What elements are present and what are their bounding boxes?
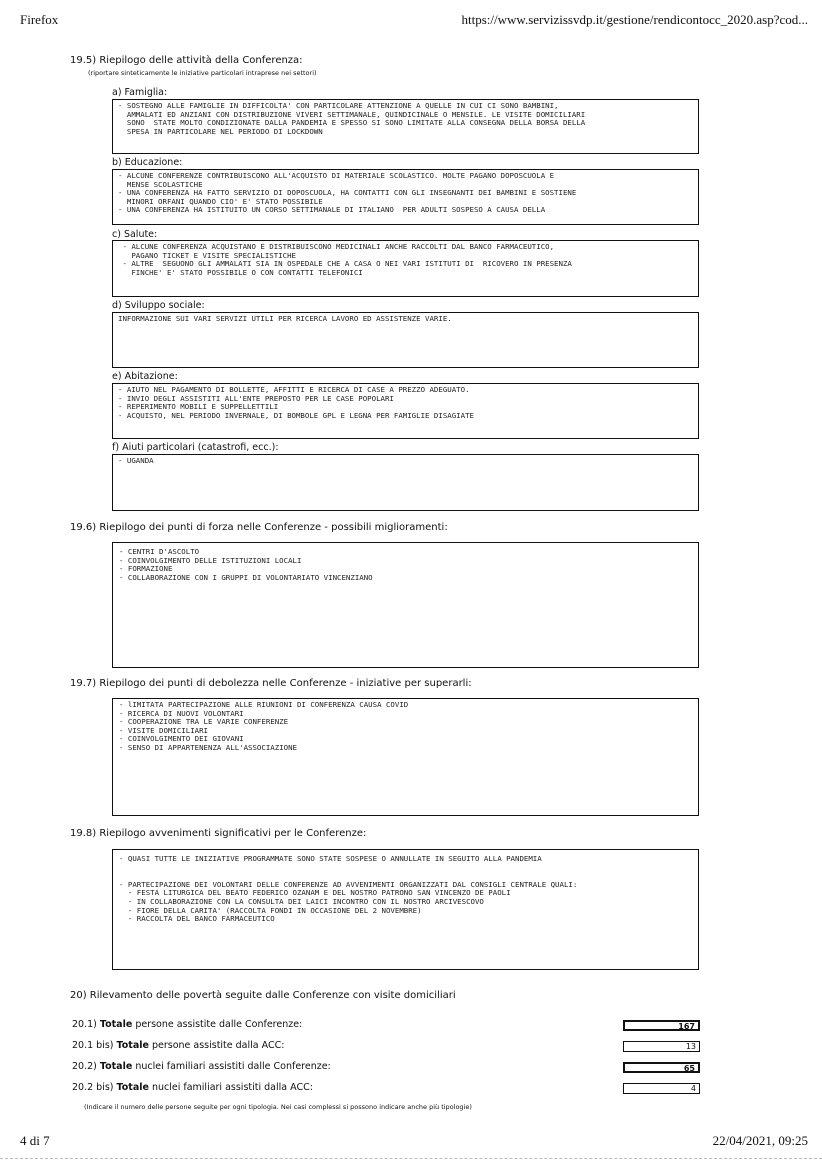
salute-field[interactable] (112, 240, 699, 297)
totale-persone-conferenze-label (72, 1019, 302, 1030)
section-19-5-note: (riportare sinteticamente le iniziative particolari intraprese nei settori) (88, 69, 317, 77)
label-prefix: 20.2 bis) (72, 1082, 117, 1093)
label-bold: Totale (116, 1082, 149, 1093)
label-bold: Totale (99, 1061, 133, 1072)
field-line: - SENSO DI APPARTENENZA ALL'ASSOCIAZIONE (119, 742, 297, 752)
section-20-note: (Indicare il numero delle persone seguite per ogni tipologia. Nei casi complessi si possono indicare anche più tipologie) (84, 1103, 472, 1111)
field-line: AMMALATI ED ANZIANI CON DISTRIBUZIONE VIVERI SETTIMANALE, QUINDICINALE O MENSILE. LE VISITE DOMICILIARI (118, 109, 586, 119)
field-line: MENSE SCOLASTICHE (118, 179, 203, 189)
page-url: https://www.servizissvdp.it/gestione/rendicontocc_2020.asp?cod... (461, 12, 808, 27)
avvenimenti-field[interactable] (112, 849, 699, 970)
field-line: - UGANDA (118, 456, 154, 465)
totale-nuclei-conferenze-input[interactable]: 65 (623, 1062, 700, 1073)
field-line: - ACQUISTO, NEL PERIODO INVERNALE, DI BOMBOLE GPL E LEGNA PER FAMIGLIE DISAGIATE (118, 410, 474, 420)
famiglia-field[interactable] (112, 99, 699, 154)
abitazione-field[interactable] (112, 383, 699, 439)
field-line: - COLLABORAZIONE CON I GRUPPI DI VOLONTARIATO VINCENZIANO (119, 572, 373, 582)
section-19-5-title: 19.5) Riepilogo delle attività della Conferenza: (70, 55, 303, 66)
totale-persone-acc-label (72, 1040, 284, 1051)
totale-nuclei-acc-input[interactable]: 4 (623, 1083, 700, 1094)
field-line (119, 864, 693, 873)
field-line: - INVIO DEGLI ASSISTITI ALL'ENTE PREPOSTO PER LE CASE POPOLARI (118, 393, 394, 403)
salute-label: c) Salute: (112, 229, 158, 240)
field-line: MINORI ORFANI QUANDO CIO' E' STATO POSSIBILE (118, 196, 323, 206)
field-line: - ALCUNE CONFERENZA ACQUISTANO E DISTRIBUISCONO MEDICINALI ANCHE RACCOLTI DAL BANCO FARMACEUTICO, (118, 242, 555, 251)
label-text: nuclei familiari assistiti dalla ACC: (148, 1082, 313, 1093)
label-bold: Totale (99, 1019, 133, 1030)
sviluppo-sociale-field[interactable] (112, 312, 699, 368)
field-line: - AIUTO NEL PAGAMENTO DI BOLLETTE, AFFITTI E RICERCA DI CASE A PREZZO ADEGUATO. (118, 385, 470, 394)
famiglia-label: a) Famiglia: (112, 87, 168, 98)
label-prefix: 20.2) (72, 1061, 100, 1072)
field-line: - REPERIMENTO MOBILI E SUPPELLETTILI (118, 402, 279, 412)
browser-name: Firefox (20, 12, 59, 27)
page-number: 4 di 7 (20, 1133, 50, 1148)
field-line: SONO STATE MOLTO CONDIZIONATE DALLA PANDEMIA E SPESSO SI SONO LIMITATE ALLA CONSEGNA DELLA BORSA DELLA (118, 118, 586, 128)
field-line: PAGANO TICKET E VISITE SPECIALISTICHE (118, 250, 296, 260)
field-line: - FESTA LITURGICA DEL BEATO FEDERICO OZANAM E DEL NOSTRO PATRONO SAN VINCENZO DE PAOLI (119, 888, 511, 898)
label-text: nuclei familiari assistiti dalle Conferenze: (132, 1061, 331, 1072)
field-line: - UNA CONFERENZA HA ISTITUITO UN CORSO SETTIMANALE DI ITALIANO PER ADULTI SOSPESO A CAUSA DELLA (118, 205, 546, 215)
field-line: - COOPERAZIONE TRA LE VARIE CONFERENZE (119, 717, 289, 727)
section-19-8-title: 19.8) Riepilogo avvenimenti significativi per le Conferenze: (70, 828, 367, 839)
totale-nuclei-conferenze-label (72, 1061, 331, 1072)
educazione-field[interactable] (112, 169, 699, 225)
field-line: - COINVOLGIMENTO DELLE ISTITUZIONI LOCALI (119, 555, 302, 565)
field-line: - FIORE DELLA CARITA' (RACCOLTA FONDI IN OCCASIONE DEL 2 NOVEMBRE) (119, 905, 422, 915)
field-line: - ALTRE SEGUONO GLI AMMALATI SIA IN OSPEDALE CHE A CASA O NEI VARI ISTITUTI DI RICOVERO IN PRESENZA (118, 259, 572, 269)
field-line: - SOSTEGNO ALLE FAMIGLIE IN DIFFICOLTA' CON PARTICOLARE ATTENZIONE A QUELLE IN CUI CI SONO BAMBINI, (118, 101, 559, 110)
field-line: - COINVOLGIMENTO DEI GIOVANI (119, 734, 244, 744)
field-line: - CENTRI D'ASCOLTO (119, 547, 200, 556)
section-19-6-title: 19.6) Riepilogo dei punti di forza nelle Conferenze - possibili miglioramenti: (70, 522, 448, 533)
sviluppo-sociale-label: d) Sviluppo sociale: (112, 300, 205, 311)
totale-persone-conferenze-input[interactable]: 167 (623, 1020, 700, 1031)
punti-debolezza-field[interactable] (112, 698, 699, 816)
field-line: - UNA CONFERENZA HA FATTO SERVIZIO DI DOPOSCUOLA, HA CONTATTI CON GLI INSEGNANTI DEI BAMBINI E SOSTIENE (118, 188, 577, 198)
field-line: - PARTECIPAZIONE DEI VOLONTARI DELLE CONFERENZE AD AVVENIMENTI ORGANIZZATI DAL CONSIGLI CENTRALE QUALI: (119, 879, 578, 889)
field-line: - IN COLLABORAZIONE CON LA CONSULTA DEI LAICI INCONTRO CON IL NOSTRO ARCIVESCOVO (119, 896, 484, 906)
punti-forza-field[interactable] (112, 542, 699, 668)
field-line: - ALCUNE CONFERENZE CONTRIBUISCONO ALL'ACQUISTO DI MATERIALE SCOLASTICO. MOLTE PAGANO DOPOSCUOLA E (118, 171, 555, 180)
print-datetime: 22/04/2021, 09:25 (712, 1133, 808, 1148)
abitazione-label: e) Abitazione: (112, 371, 178, 382)
aiuti-particolari-label: f) Aiuti particolari (catastrofi, ecc.): (112, 442, 279, 453)
footer-divider (0, 1158, 822, 1159)
aiuti-particolari-field[interactable] (112, 454, 699, 511)
label-prefix: 20.1 bis) (72, 1040, 117, 1051)
section-19-7-title: 19.7) Riepilogo dei punti di debolezza nelle Conferenze - iniziative per superarli: (70, 678, 472, 689)
field-line: FINCHE' E' STATO POSSIBILE O CON CONTATTI TELEFONICI (118, 267, 363, 277)
totale-nuclei-acc-label (72, 1082, 313, 1093)
label-bold: Totale (116, 1040, 149, 1051)
field-line: - lIMITATA PARTECIPAZIONE ALLE RIUNIONI DI CONFERENZA CAUSA COVID (119, 700, 409, 709)
field-line: INFORMAZIONE SUI VARI SERVIZI UTILI PER RICERCA LAVORO ED ASSISTENZE VARIE. (118, 314, 452, 323)
field-line: - QUASI TUTTE LE INIZIATIVE PROGRAMMATE SONO STATE SOSPESE O ANNULLATE IN SEGUITO ALLA PANDEMIA (119, 854, 542, 863)
educazione-label: b) Educazione: (112, 157, 183, 168)
label-prefix: 20.1) (72, 1019, 100, 1030)
field-line: - RACCOLTA DEL BANCO FARMACEUTICO (119, 914, 275, 924)
field-line: SPESA IN PARTICOLARE NEL PERIODO DI LOCKDOWN (118, 126, 323, 136)
section-20-title: 20) Rilevamento delle povertà seguite dalle Conferenze con visite domiciliari (70, 990, 456, 1001)
totale-persone-acc-input[interactable]: 13 (623, 1041, 700, 1052)
label-text: persone assistite dalla ACC: (148, 1040, 285, 1051)
field-line: - RICERCA DI NUOVI VOLONTARI (119, 708, 244, 718)
field-line: - FORMAZIONE (119, 564, 173, 574)
field-line: - VISITE DOMICILIARI (119, 725, 208, 735)
label-text: persone assistite dalle Conferenze: (132, 1019, 303, 1030)
